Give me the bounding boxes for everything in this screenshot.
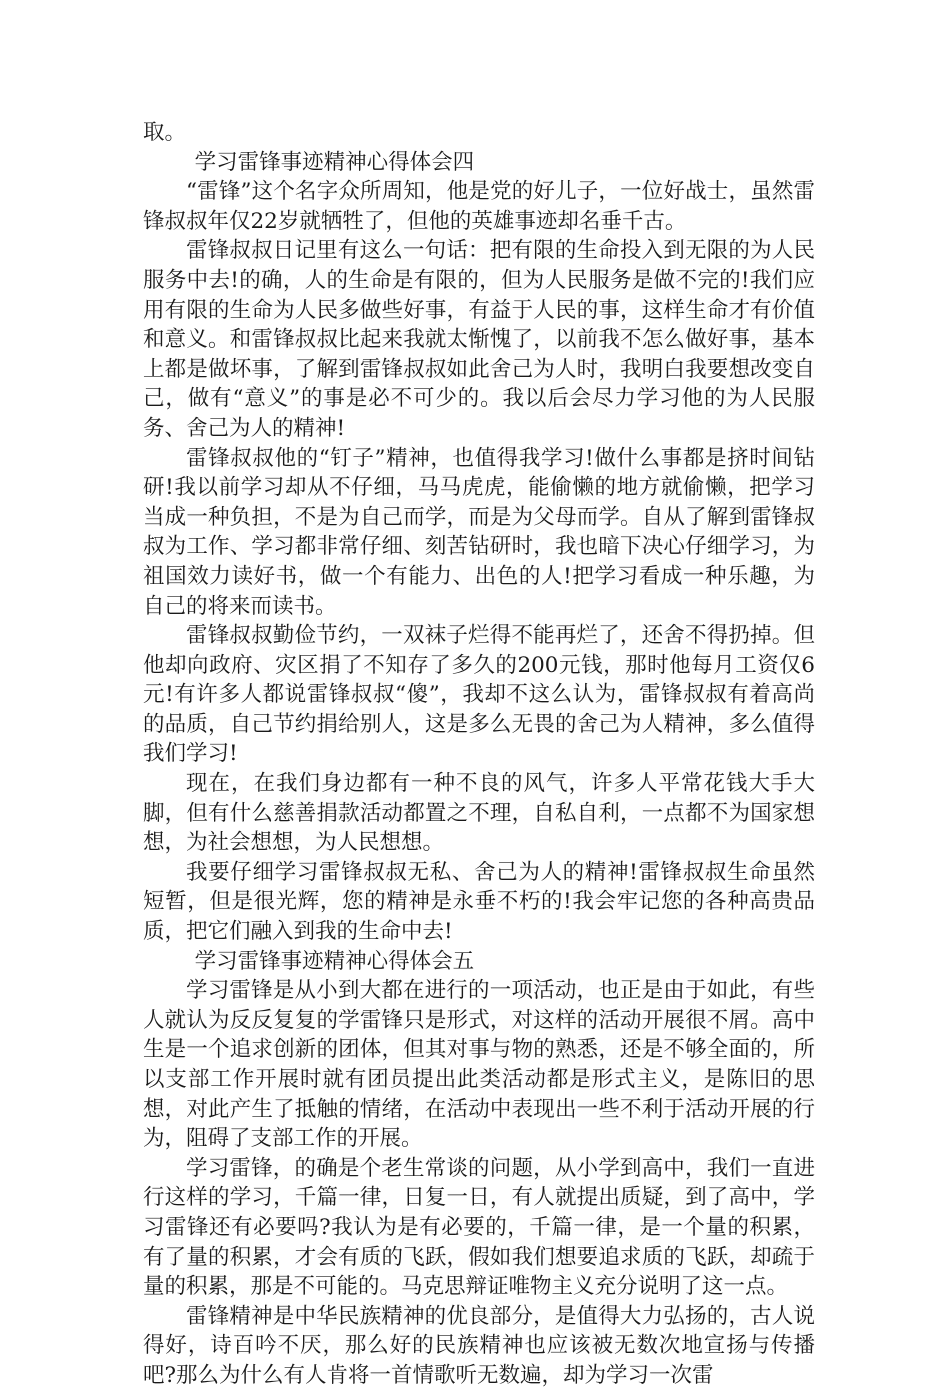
lead-fragment: 取。 [143,120,187,145]
section-heading-5: 学习雷锋事迹精神心得体会五 [194,948,475,974]
section-heading-4: 学习雷锋事迹精神心得体会四 [194,149,475,175]
paragraph: 我要仔细学习雷锋叔叔无私、舍己为人的精神!雷锋叔叔生命虽然短暂，但是很光辉，您的精神是永垂不朽的!我会牢记您的各种高贵品质，把它们融入到我的生命中去! [143,859,815,945]
paragraph: 学习雷锋是从小到大都在进行的一项活动，也正是由于如此，有些人就认为反反复复的学雷锋只是形式，对这样的活动开展很不屑。高中生是一个追求创新的团体，但其对事与物的熟悉，还是不够全面的，所以支部工作开展时就有团员提出此类活动都是形式主义，是陈旧的思想，对此产生了抵触的情绪，在活动中表现出一些不利于活动开展的行为，阻碍了支部工作的开展。 [143,978,815,1152]
paragraph: 雷锋叔叔他的“钉子”精神，也值得我学习!做什么事都是挤时间钻研!我以前学习却从不仔细，马马虎虎，能偷懒的地方就偷懒，把学习当成一种负担，不是为自己而学，而是为父母而学。自从了解到雷锋叔叔为工作、学习都非常仔细、刻苦钻研时，我也暗下决心仔细学习，为祖国效力读好书，做一个有能力、出色的人!把学习看成一种乐趣，为自己的将来而读书。 [143,445,815,619]
document-page [143,118,815,1391]
paragraph: “雷锋”这个名字众所周知，他是党的好儿子，一位好战士，虽然雷锋叔叔年仅22岁就牺牲了，但他的英雄事迹却名垂千古。 [143,179,815,234]
paragraph: 雷锋叔叔日记里有这么一句话：把有限的生命投入到无限的为人民服务中去!的确，人的生命是有限的，但为人民服务是做不完的!我们应用有限的生命为人民多做些好事，有益于人民的事，这样生命才有价值和意义。和雷锋叔叔比起来我就太惭愧了，以前我不怎么做好事，基本上都是做坏事，了解到雷锋叔叔如此舍己为人时，我明白我要想改变自己，做有“意义”的事是必不可少的。我以后会尽力学习他的为人民服务、舍己为人的精神! [143,238,815,441]
paragraph: 学习雷锋，的确是个老生常谈的问题，从小学到高中，我们一直进行这样的学习，千篇一律，日复一日，有人就提出质疑，到了高中，学习雷锋还有必要吗?我认为是有必要的，千篇一律，是一个量的积累，有了量的积累，才会有质的飞跃，假如我们想要追求质的飞跃，却疏于量的积累，那是不可能的。马克思辩证唯物主义充分说明了这一点。 [143,1155,815,1300]
paragraph: 雷锋叔叔勤俭节约，一双袜子烂得不能再烂了，还舍不得扔掉。但他却向政府、灾区捐了不知存了多久的200元钱，那时他每月工资仅6元!有许多人都说雷锋叔叔“傻”，我却不这么认为，雷锋叔叔有着高尚的品质，自己节约捐给别人，这是多么无畏的舍己为人精神，多么值得我们学习! [143,623,815,767]
paragraph: 现在，在我们身边都有一种不良的风气，许多人平常花钱大手大脚，但有什么慈善捐款活动都置之不理，自私自利，一点都不为国家想想，为社会想想，为人民想想。 [143,771,815,856]
paragraph: 雷锋精神是中华民族精神的优良部分，是值得大力弘扬的，古人说得好，诗百吟不厌，那么好的民族精神也应该被无数次地宣扬与传播吧?那么为什么有人肯将一首情歌听无数遍，却为学习一次雷 [143,1303,815,1388]
